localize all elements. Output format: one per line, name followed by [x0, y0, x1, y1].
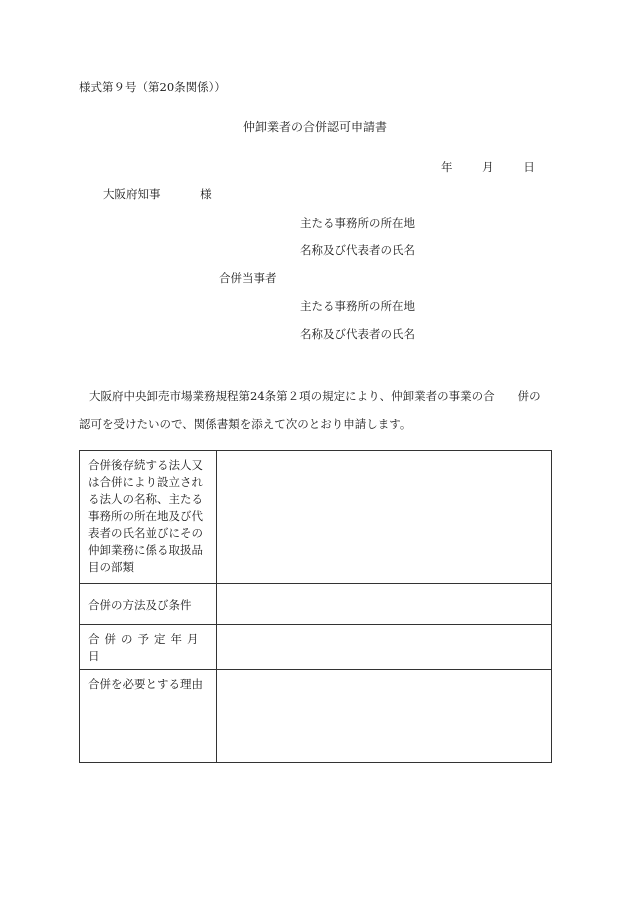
party2-name-label: 名称及び代表者の氏名	[300, 327, 415, 341]
row-label: 合併後存続する法人又は合併により設立される法人の名称、主たる事務所の所在地及び代表者の氏名並びにその仲卸業務に係る取扱品目の部類	[80, 451, 217, 584]
party2-address-label: 主たる事務所の所在地	[300, 299, 415, 313]
date-day-label: 日	[523, 160, 535, 174]
date-month-label: 月	[482, 160, 494, 174]
table-row	[80, 584, 552, 625]
row-value-field[interactable]	[217, 670, 552, 763]
application-body	[79, 382, 559, 438]
date-year-label: 年	[441, 160, 453, 174]
table-row	[80, 625, 552, 670]
form-number: 様式第９号（第20条関係））	[79, 80, 226, 94]
addressee	[103, 189, 212, 201]
row-label: 合併を必要とする理由	[80, 670, 217, 763]
addressee-name: 大阪府知事	[103, 187, 161, 201]
row-value-field[interactable]	[217, 451, 552, 584]
application-table	[79, 450, 552, 763]
table-row	[80, 451, 552, 584]
party-label: 合併当事者	[219, 271, 277, 285]
table-row	[80, 670, 552, 763]
row-label: 合併の方法及び条件	[80, 584, 217, 625]
row-label: 合併の予定年月日	[80, 625, 217, 670]
row-value-field[interactable]	[217, 625, 552, 670]
party1-name-label: 名称及び代表者の氏名	[300, 243, 415, 257]
addressee-honorific: 様	[200, 187, 212, 201]
body-line-1: 大阪府中央卸売市場業務規程第24条第２項の規定により、仲卸業者の事業の合 併の	[89, 389, 541, 403]
document-title: 仲卸業者の合併認可申請書	[242, 120, 387, 134]
row-value-field[interactable]	[217, 584, 552, 625]
body-line-2: 認可を受けたいので、関係書類を添えて次のとおり申請します。	[79, 417, 412, 431]
date-line	[441, 162, 535, 174]
party1-address-label: 主たる事務所の所在地	[300, 216, 415, 230]
